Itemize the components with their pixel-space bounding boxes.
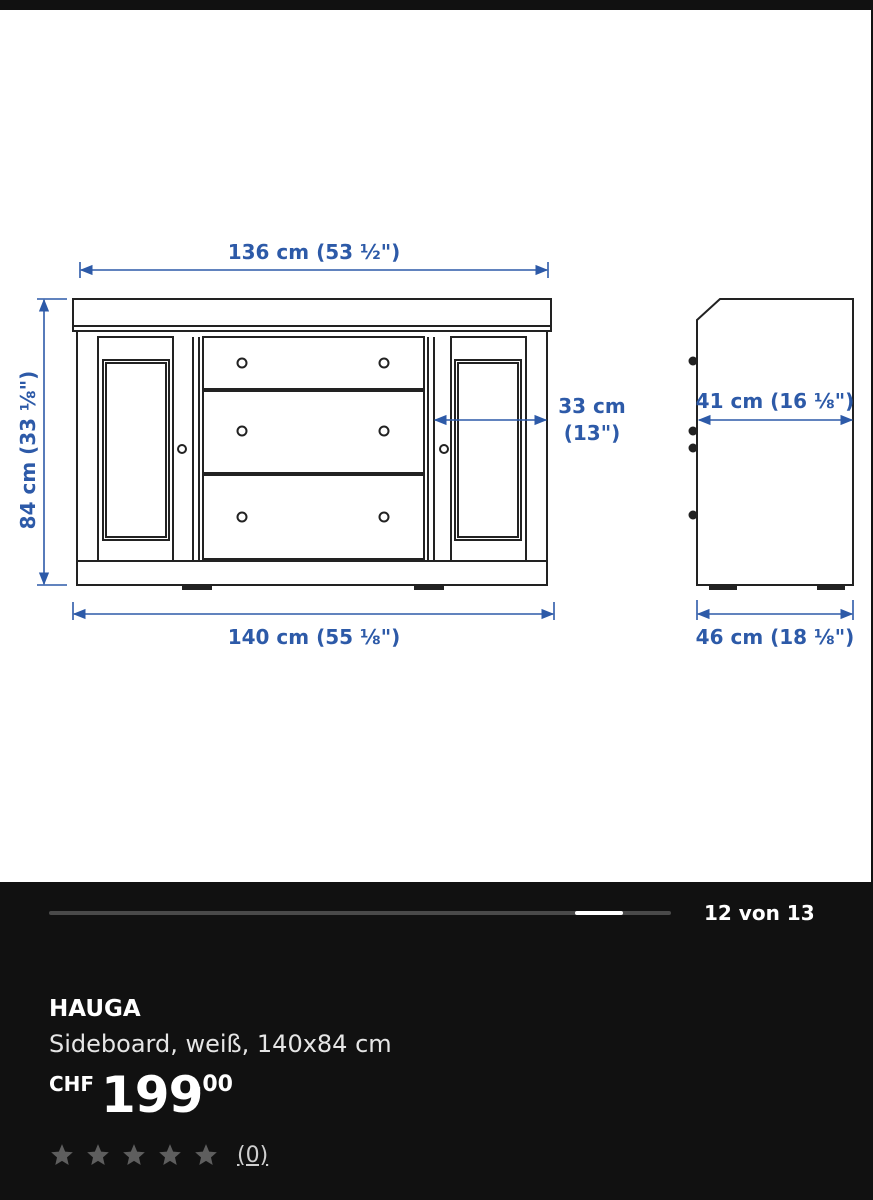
price-integer: 199	[101, 1066, 203, 1124]
dim-label-total-depth: 46 cm (18 ⅛")	[695, 625, 855, 649]
top-bar	[0, 0, 873, 10]
dim-label-width-top: 136 cm (53 ½")	[227, 240, 401, 264]
sideboard-front-view	[73, 299, 551, 589]
star-icon	[121, 1142, 147, 1168]
star-icon	[157, 1142, 183, 1168]
price-currency: CHF	[49, 1072, 95, 1096]
rating-count-link[interactable]: (0)	[237, 1142, 269, 1168]
sideboard-side-view	[690, 299, 854, 589]
product-brand[interactable]: HAUGA	[49, 996, 141, 1022]
product-rating[interactable]	[49, 1140, 268, 1170]
rating-stars	[49, 1142, 229, 1168]
price-decimal: .00	[194, 1072, 233, 1097]
dim-label-inner-depth: 41 cm (16 ⅛")	[695, 389, 855, 413]
dim-label-drawer-depth-2: (13")	[563, 421, 621, 445]
gallery-progress-indicator	[575, 911, 623, 915]
product-description: Sideboard, weiß, 140x84 cm	[49, 1030, 392, 1058]
star-icon	[49, 1142, 75, 1168]
star-icon	[193, 1142, 219, 1168]
dim-label-height: 84 cm (33 ⅛")	[16, 370, 40, 530]
dim-label-drawer-depth-1: 33 cm	[558, 394, 626, 418]
product-info-panel	[0, 882, 873, 1200]
dim-label-width-bottom: 140 cm (55 ⅛")	[227, 625, 401, 649]
star-icon	[85, 1142, 111, 1168]
dimension-drawing	[0, 10, 873, 882]
product-image-viewer[interactable]	[0, 10, 873, 882]
gallery-counter: 12 von 13	[704, 901, 815, 925]
gallery-progress-bar[interactable]	[49, 911, 671, 915]
